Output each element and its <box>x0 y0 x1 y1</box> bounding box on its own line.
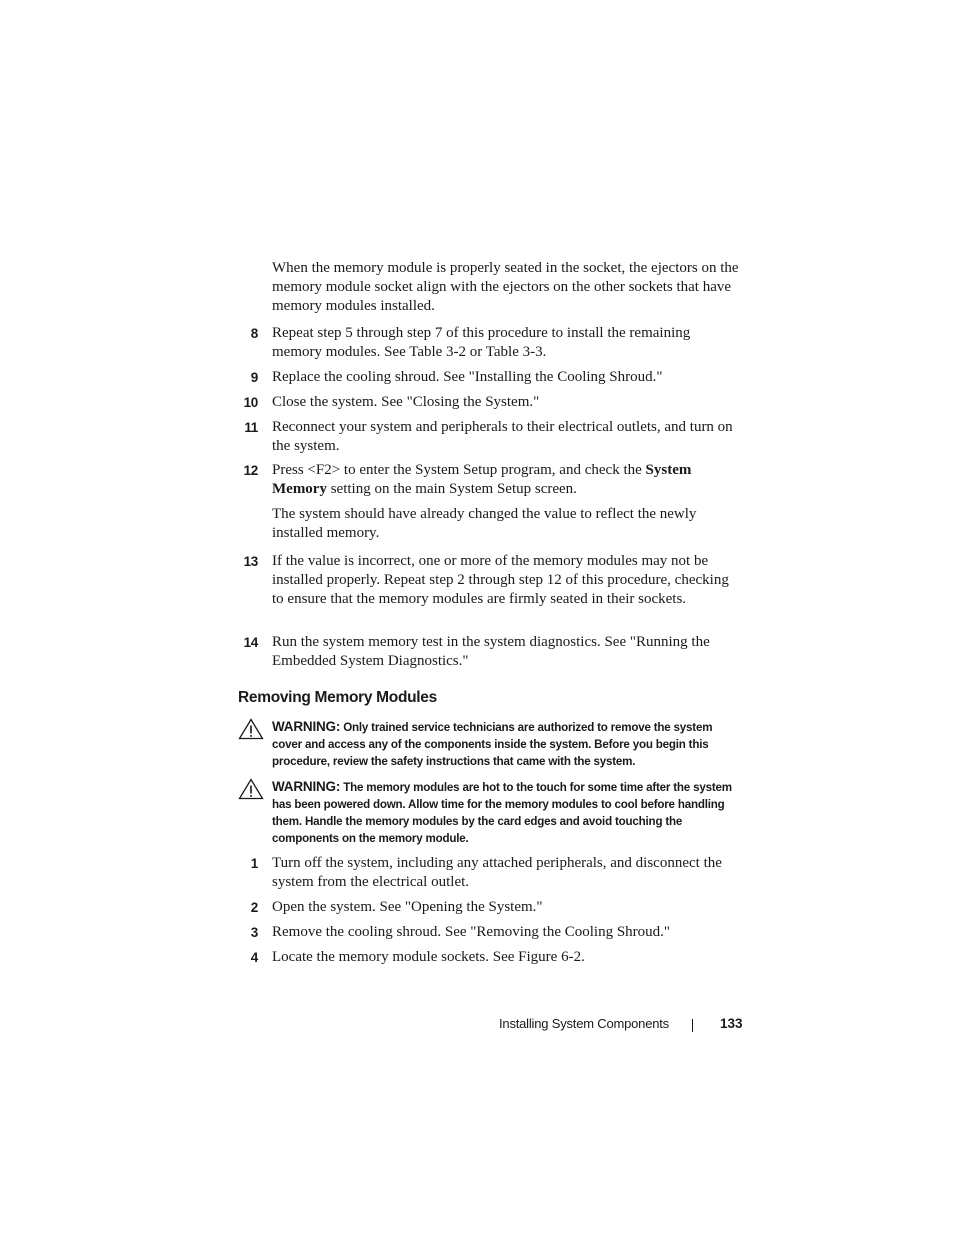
step-text: Locate the memory module sockets. See Figure 6-2. <box>272 949 585 965</box>
footer-section-title: Installing System Components <box>499 1016 669 1031</box>
step-number: 13 <box>243 554 258 569</box>
step-text: Turn off the system, including any attached peripherals, and disconnect the system from the electrical outlet. <box>272 855 722 890</box>
warning-text: WARNING: The memory modules are hot to the touch for some time after the system has been powered down. Allow time for the memory modules to cool before handling them. Handle the memory modules by the card edges and avoid touching the components on the memory module. <box>272 779 732 845</box>
step-text: Replace the cooling shroud. See "Installing the Cooling Shroud." <box>272 369 663 385</box>
step-text: Press <F2> to enter the System Setup program, and check the System Memory setting on the main System Setup screen. <box>272 462 692 497</box>
step-number: 3 <box>250 925 258 940</box>
step-number: 12 <box>243 463 258 478</box>
step-text: If the value is incorrect, one or more of the memory modules may not be installed properly. Repeat step 2 through step 12 of this procedure, checking to ensure that the memory modules are firmly seated in their sockets. <box>272 553 729 607</box>
step-text: Run the system memory test in the system diagnostics. See "Running the Embedded System Diagnostics." <box>272 634 710 669</box>
step-number: 14 <box>243 635 258 650</box>
step-number: 9 <box>250 370 258 385</box>
section-heading: Removing Memory Modules <box>238 689 437 706</box>
step-12-followup: The system should have already changed the value to reflect the newly installed memory. <box>272 506 697 541</box>
step-number: 11 <box>244 420 258 435</box>
page-number: 133 <box>720 1016 743 1031</box>
warning-triangle-icon <box>238 718 264 740</box>
step-text: Close the system. See "Closing the System." <box>272 394 540 410</box>
step-text: Reconnect your system and peripherals to their electrical outlets, and turn on the system. <box>272 419 733 454</box>
step-text: Remove the cooling shroud. See "Removing the Cooling Shroud." <box>272 924 671 940</box>
intro-paragraph: When the memory module is properly seated in the socket, the ejectors on the memory module socket align with the ejectors on the other sockets that have memory modules installed. <box>272 260 739 314</box>
warning-text: WARNING: Only trained service technicians are authorized to remove the system cover and access any of the components inside the system. Before you begin this procedure, review the safety instructions that came with the system. <box>272 719 713 768</box>
step-number: 2 <box>250 900 258 915</box>
step-number: 4 <box>250 950 258 965</box>
ui-term-system-memory: System Memory <box>272 462 692 497</box>
step-text: Open the system. See "Opening the System." <box>272 899 543 915</box>
step-number: 8 <box>250 326 258 341</box>
footer-divider <box>692 1019 693 1032</box>
warning-label: WARNING: <box>272 719 341 734</box>
step-number: 1 <box>250 856 258 871</box>
step-number: 10 <box>243 395 258 410</box>
step-text: Repeat step 5 through step 7 of this procedure to install the remaining memory modules. See Table 3-2 or Table 3-3. <box>272 325 691 360</box>
warning-triangle-icon <box>238 778 264 800</box>
warning-label: WARNING: <box>272 779 341 794</box>
